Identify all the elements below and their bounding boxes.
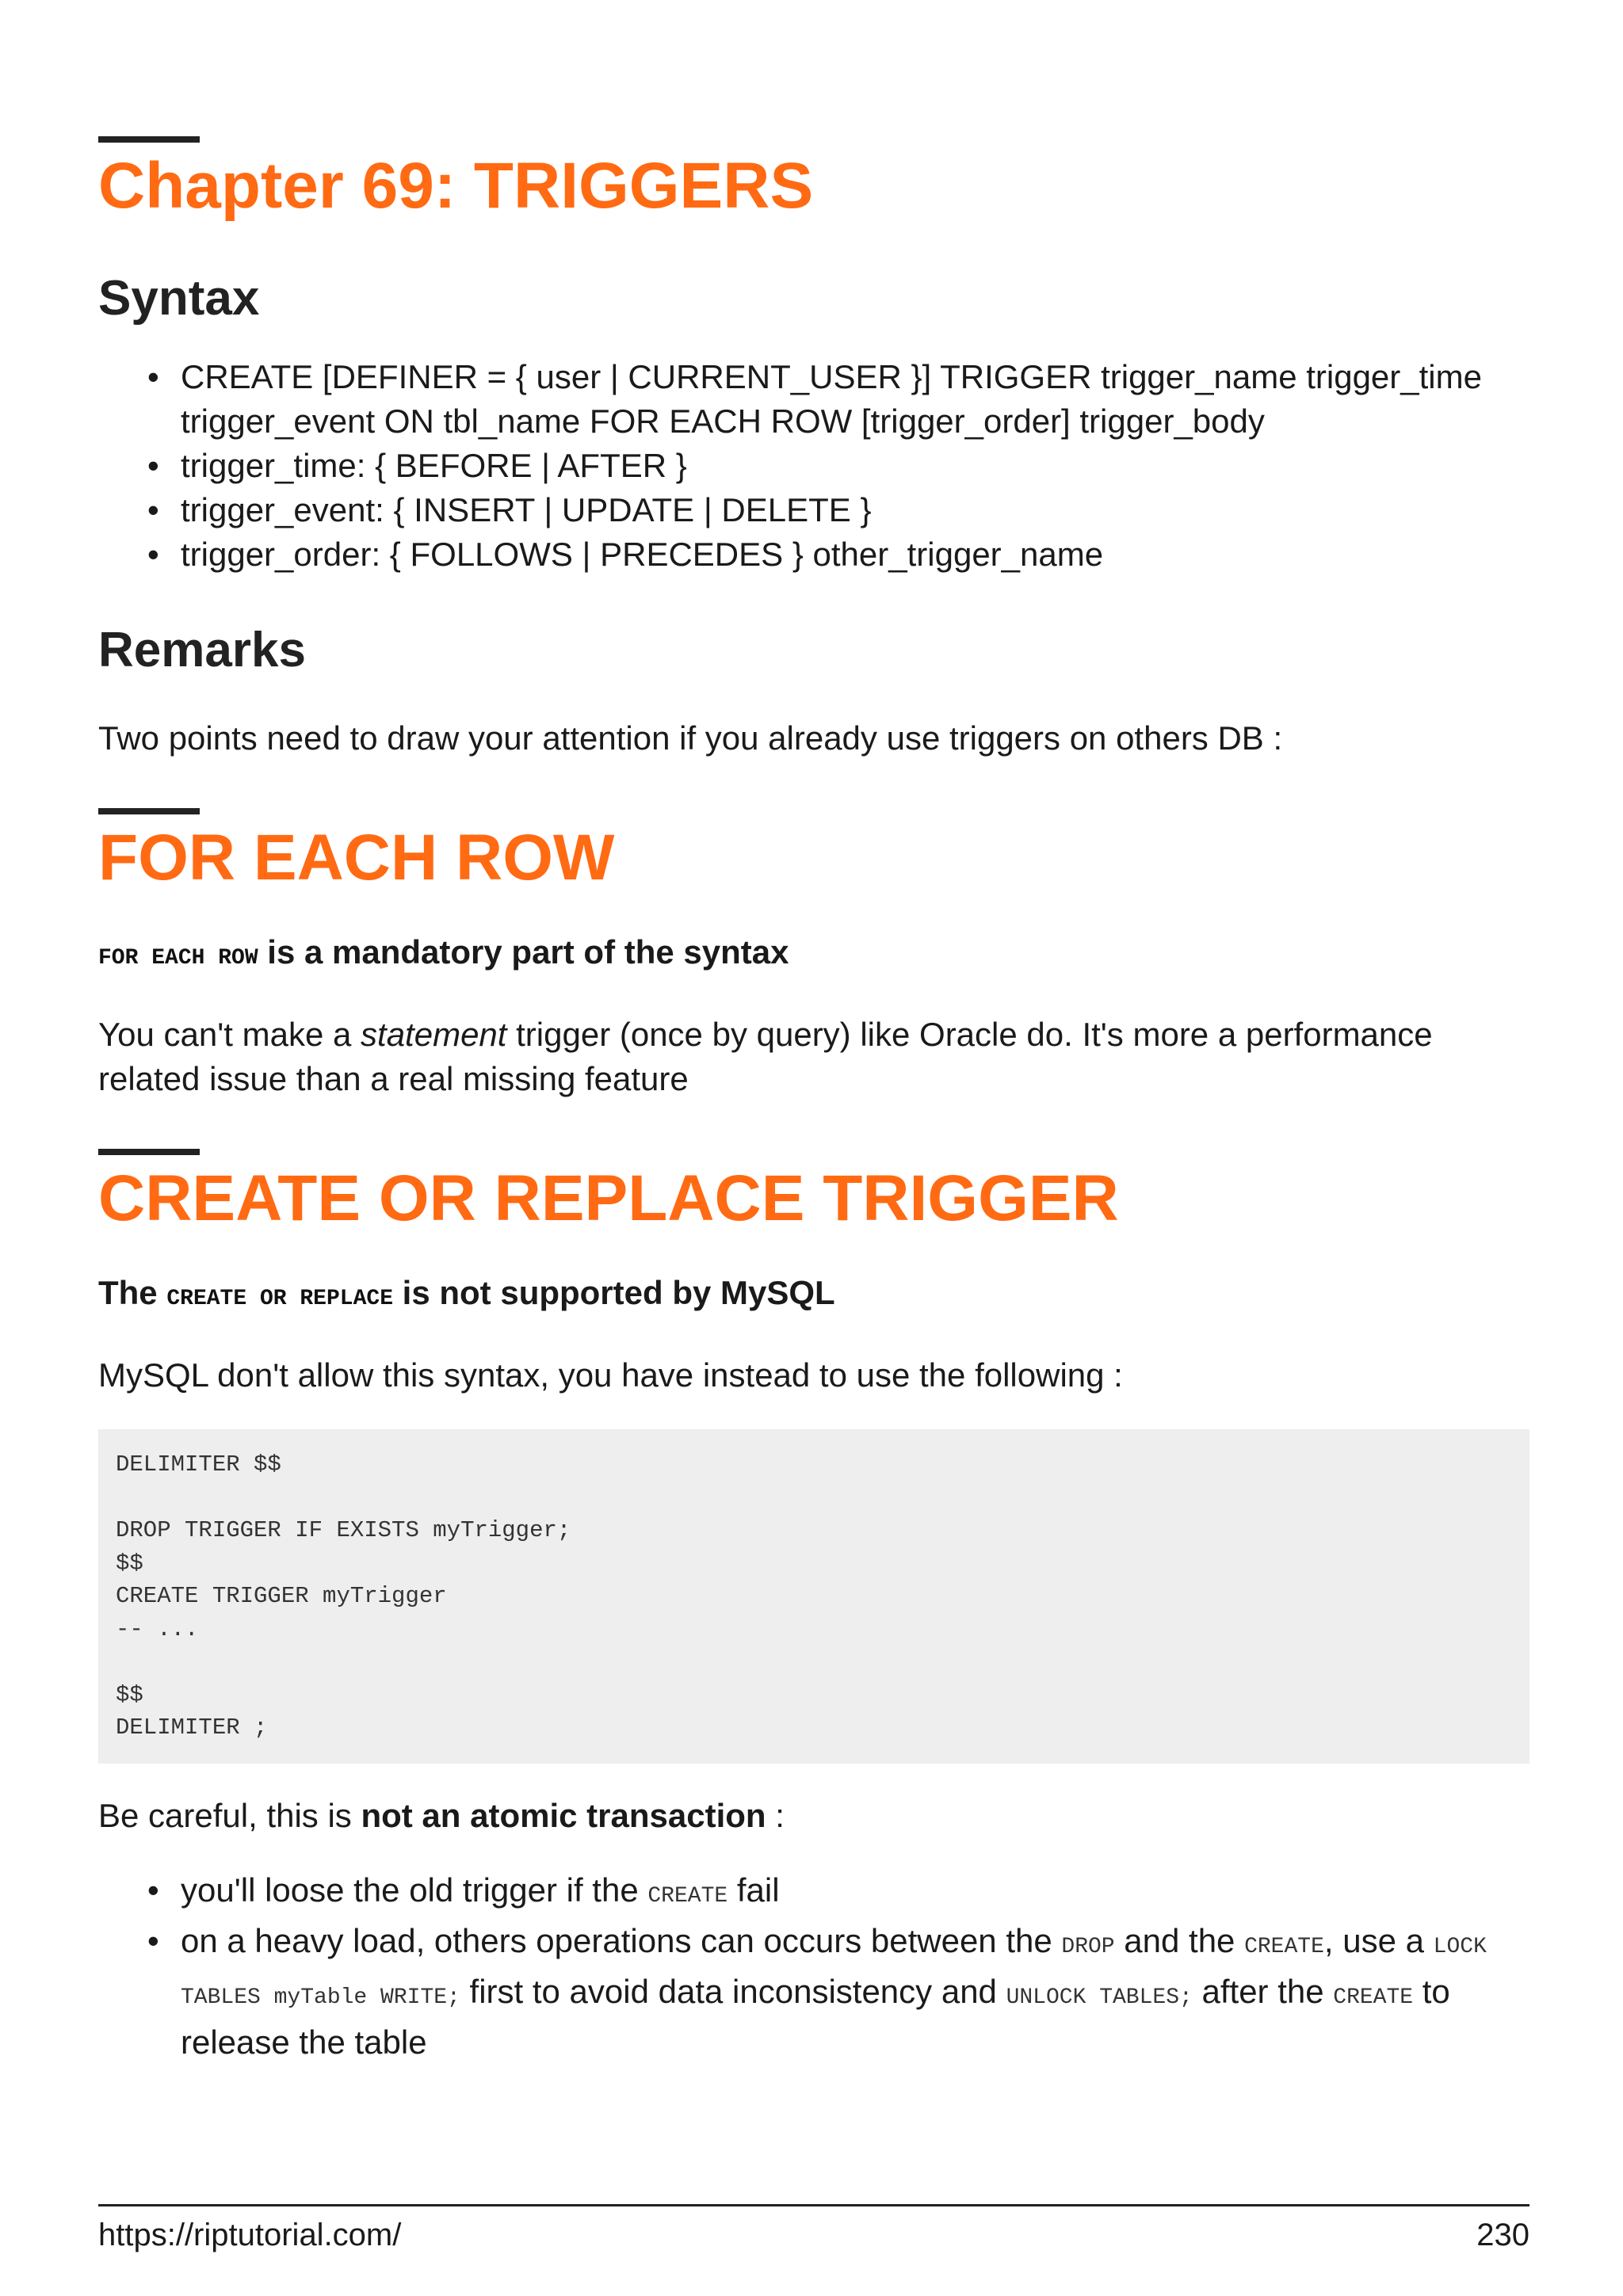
remarks-heading: Remarks <box>98 623 306 677</box>
strong-text: not an atomic transaction <box>361 1796 766 1834</box>
footer-url[interactable]: https://riptutorial.com/ <box>98 2218 402 2252</box>
inline-code: CREATE OR REPLACE <box>166 1287 393 1311</box>
for-each-row-subtitle: FOR EACH ROW is a mandatory part of the syntax <box>98 933 789 971</box>
create-or-replace-subtitle: The CREATE OR REPLACE is not supported by MySQL <box>98 1274 835 1311</box>
section-rule <box>98 1149 200 1155</box>
chapter-rule <box>98 136 200 143</box>
inline-code: LOCK TABLES myTable WRITE; <box>181 1934 1487 2010</box>
careful-list <box>98 1868 1529 2065</box>
list-item: • trigger_order: { FOLLOWS | PRECEDES } other_trigger_name <box>181 532 1529 577</box>
page-number: 230 <box>1476 2218 1529 2252</box>
list-item: • on a heavy load, others operations can occurs between the DROP and the CREATE, use a LOCK TABLES myTable WRITE; first to avoid data inconsistency and UNLOCK TABLES; after the CREATE to release the table <box>181 1919 1529 2065</box>
inline-code: CREATE <box>647 1883 728 1909</box>
section-title-create-or-replace: CREATE OR REPLACE TRIGGER <box>98 1162 1119 1234</box>
emphasis: statement <box>361 1016 507 1053</box>
list-item: • trigger_time: { BEFORE | AFTER } <box>181 444 1529 488</box>
section-rule <box>98 808 200 814</box>
syntax-heading: Syntax <box>98 271 260 326</box>
footer-rule <box>98 2204 1529 2206</box>
list-item: • you'll loose the old trigger if the CREATE fail <box>181 1868 1529 1919</box>
inline-code: UNLOCK TABLES; <box>1006 1985 1193 2010</box>
inline-code: CREATE <box>1244 1934 1324 1959</box>
syntax-list <box>98 355 1529 577</box>
list-item: • trigger_event: { INSERT | UPDATE | DELETE } <box>181 488 1529 532</box>
inline-code: DROP <box>1061 1934 1115 1959</box>
remarks-text: Two points need to draw your attention if you already use triggers on others DB : <box>98 719 1283 757</box>
inline-code: CREATE <box>1333 1985 1414 2010</box>
inline-code: FOR EACH ROW <box>98 946 258 971</box>
for-each-row-paragraph: You can't make a statement trigger (once by query) like Oracle do. It's more a performance related issue than a real missing feature <box>98 1016 1433 1097</box>
page-content <box>98 136 1529 2065</box>
careful-paragraph: Be careful, this is not an atomic transaction : <box>98 1796 785 1834</box>
section-title-for-each-row: FOR EACH ROW <box>98 822 615 894</box>
list-item: • CREATE [DEFINER = { user | CURRENT_USER }] TRIGGER trigger_name trigger_time trigger_event ON tbl_name FOR EACH ROW [trigger_order] trigger_body <box>181 355 1529 444</box>
create-or-replace-intro: MySQL don't allow this syntax, you have instead to use the following : <box>98 1356 1123 1394</box>
code-block: DELIMITER $$ DROP TRIGGER IF EXISTS myTrigger; $$ CREATE TRIGGER myTrigger -- ... $$ DELIMITER ; <box>98 1429 1529 1764</box>
chapter-title: Chapter 69: TRIGGERS <box>98 150 814 222</box>
